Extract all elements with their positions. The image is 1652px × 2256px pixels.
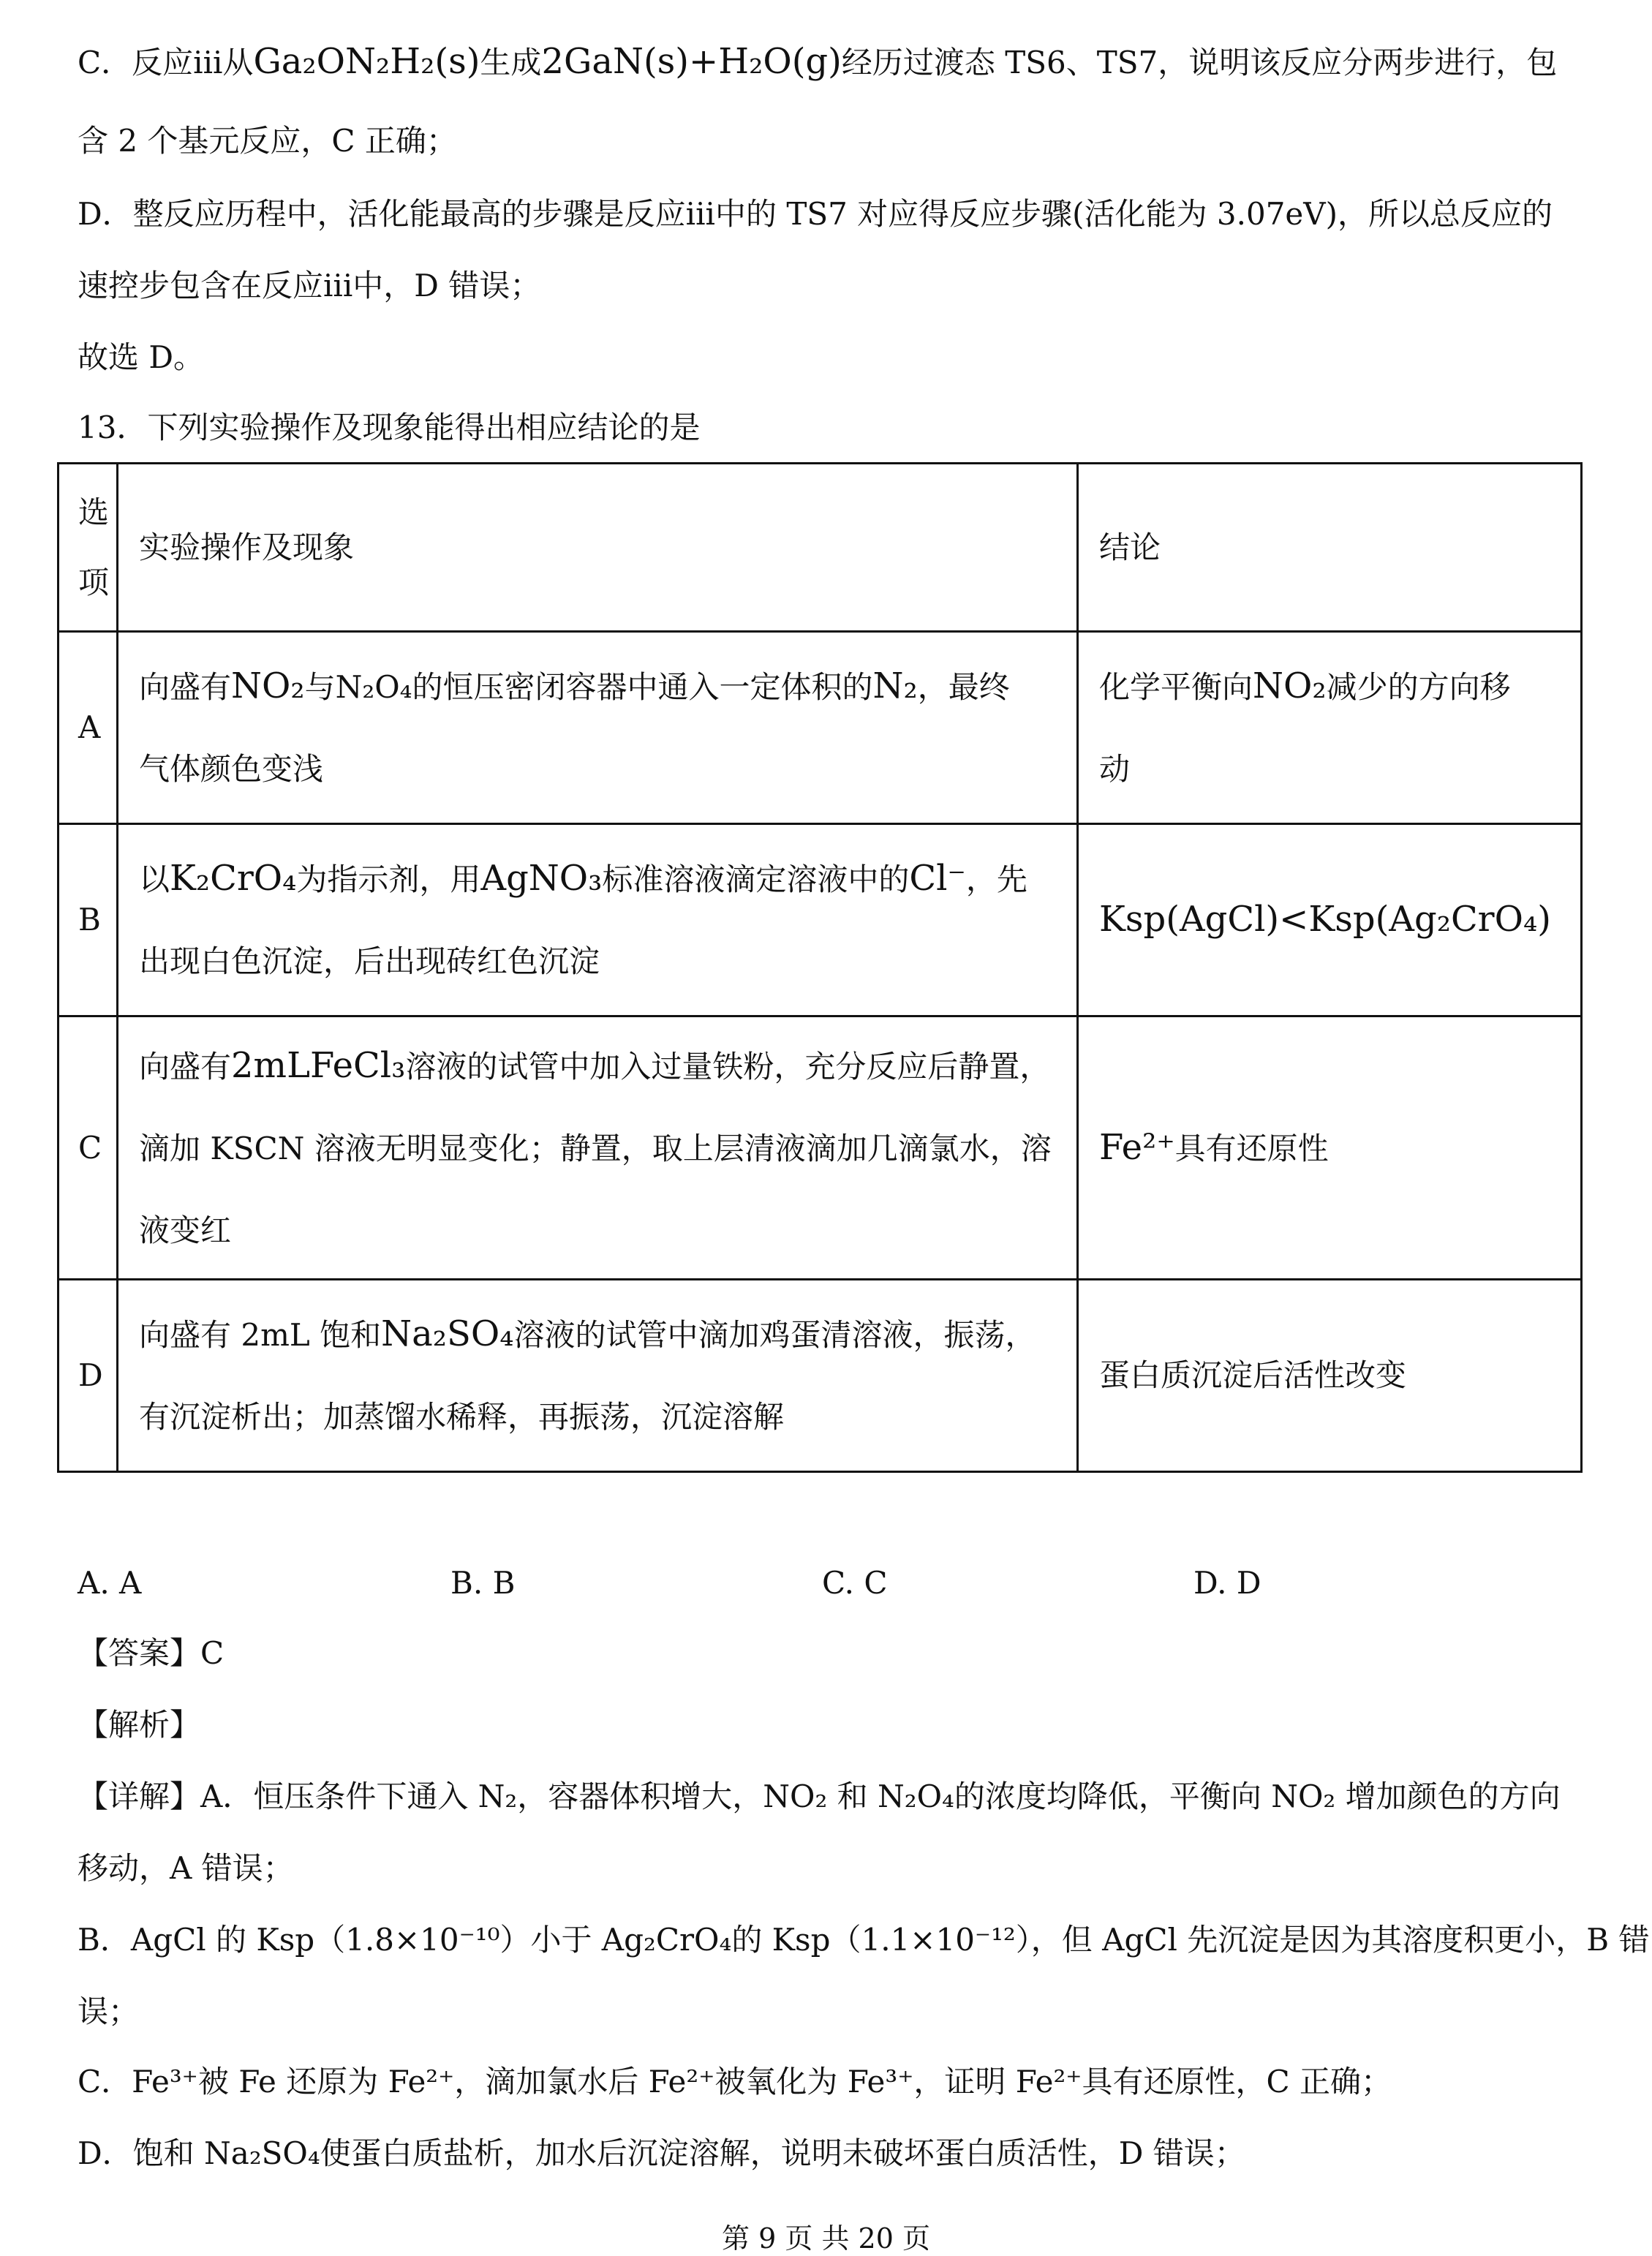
- header-experiment: 实验操作及现象: [118, 464, 1078, 632]
- table-row: [59, 632, 1582, 824]
- detail-c: C．Fe³⁺被 Fe 还原为 Fe²⁺，滴加氯水后 Fe²⁺被氧化为 Fe³⁺，证明 Fe²⁺具有还原性，C 正确；: [78, 2064, 1392, 2100]
- row-b-experiment: 以K₂CrO₄为指示剂，用AgNO₃标准溶液滴定溶液中的Cl⁻，先 出现白色沉淀，后出现砖红色沉淀: [118, 824, 1078, 1016]
- row-d-experiment: 向盛有 2mL 饱和Na₂SO₄溶液的试管中滴加鸡蛋清溶液，振荡， 有沉淀析出；加蒸馏水稀释，再振荡，沉淀溶解: [118, 1280, 1078, 1472]
- detail-b-line1: B．AgCl 的 Ksp（1.8×10⁻¹⁰）小于 Ag₂CrO₄的 Ksp（1.1×10⁻¹²），但 AgCl 先沉淀是因为其溶度积更小，B 错: [78, 1922, 1650, 1958]
- prev-option-c-line2: 含 2 个基元反应，C 正确；: [78, 123, 457, 159]
- choice-c: C. C: [822, 1565, 888, 1601]
- table-row: [59, 1016, 1582, 1280]
- row-c-conclusion: Fe²⁺具有还原性: [1078, 1016, 1582, 1280]
- row-c-experiment: 向盛有2mLFeCl₃溶液的试管中加入过量铁粉，充分反应后静置， 滴加 KSCN 溶液无明显变化；静置，取上层清液滴加几滴氯水，溶 液变红: [118, 1016, 1078, 1280]
- table-row: [59, 1280, 1582, 1472]
- row-option-a: A: [59, 632, 118, 824]
- header-conclusion: 结论: [1078, 464, 1582, 632]
- row-option-b: B: [59, 824, 118, 1016]
- row-a-conclusion: 化学平衡向NO₂减少的方向移 动: [1078, 632, 1582, 824]
- row-d-conclusion: 蛋白质沉淀后活性改变: [1078, 1280, 1582, 1472]
- formula-ga2on2h2: Ga₂ON₂H₂(s): [253, 41, 480, 82]
- prev-option-c-line1: C．反应iii从Ga₂ON₂H₂(s)生成2GaN(s)+H₂O(g)经历过渡态 TS6、TS7，说明该反应分两步进行，包: [78, 41, 1558, 82]
- formula-2gan-h2o: 2GaN(s)+H₂O(g): [541, 41, 842, 82]
- detail-a-line2: 移动，A 错误；: [78, 1850, 294, 1886]
- answer-line: 【答案】C: [78, 1635, 225, 1671]
- choice-d: D. D: [1193, 1565, 1261, 1601]
- table-header-row: [59, 464, 1582, 632]
- table-row: [59, 824, 1582, 1016]
- detail-b-line2: 误；: [78, 1993, 140, 2029]
- prev-option-d-line2: 速控步包含在反应iii中，D 错误；: [78, 268, 541, 303]
- answer-choices: [78, 1565, 1540, 1602]
- prev-conclusion: 故选 D。: [78, 339, 205, 375]
- choice-a: A. A: [78, 1565, 142, 1601]
- row-option-c: C: [59, 1016, 118, 1280]
- page-footer: 第 9 页 共 20 页: [722, 2222, 930, 2255]
- header-option: 选 项: [59, 464, 118, 632]
- experiment-table: [57, 462, 1583, 1473]
- row-option-d: D: [59, 1280, 118, 1472]
- detail-d: D．饱和 Na₂SO₄使蛋白质盐析，加水后沉淀溶解，说明未破坏蛋白质活性，D 错误；: [78, 2135, 1245, 2171]
- analysis-label: 【解析】: [78, 1707, 201, 1743]
- row-a-experiment: 向盛有NO₂与N₂O₄的恒压密闭容器中通入一定体积的N₂，最终 气体颜色变浅: [118, 632, 1078, 824]
- question-13-stem: 13．下列实验操作及现象能得出相应结论的是: [78, 410, 701, 445]
- detail-a-line1: 【详解】A．恒压条件下通入 N₂，容器体积增大，NO₂ 和 N₂O₄的浓度均降低，平衡向 NO₂ 增加颜色的方向: [78, 1778, 1561, 1814]
- prev-option-d-line1: D．整反应历程中，活化能最高的步骤是反应iii中的 TS7 对应得反应步骤(活化能为 3.07eV)，所以总反应的: [78, 196, 1553, 232]
- row-b-conclusion: [1078, 824, 1582, 1016]
- choice-b: B. B: [450, 1565, 516, 1601]
- ksp-comparison: Ksp(AgCl)<Ksp(Ag₂CrO₄): [1099, 899, 1551, 940]
